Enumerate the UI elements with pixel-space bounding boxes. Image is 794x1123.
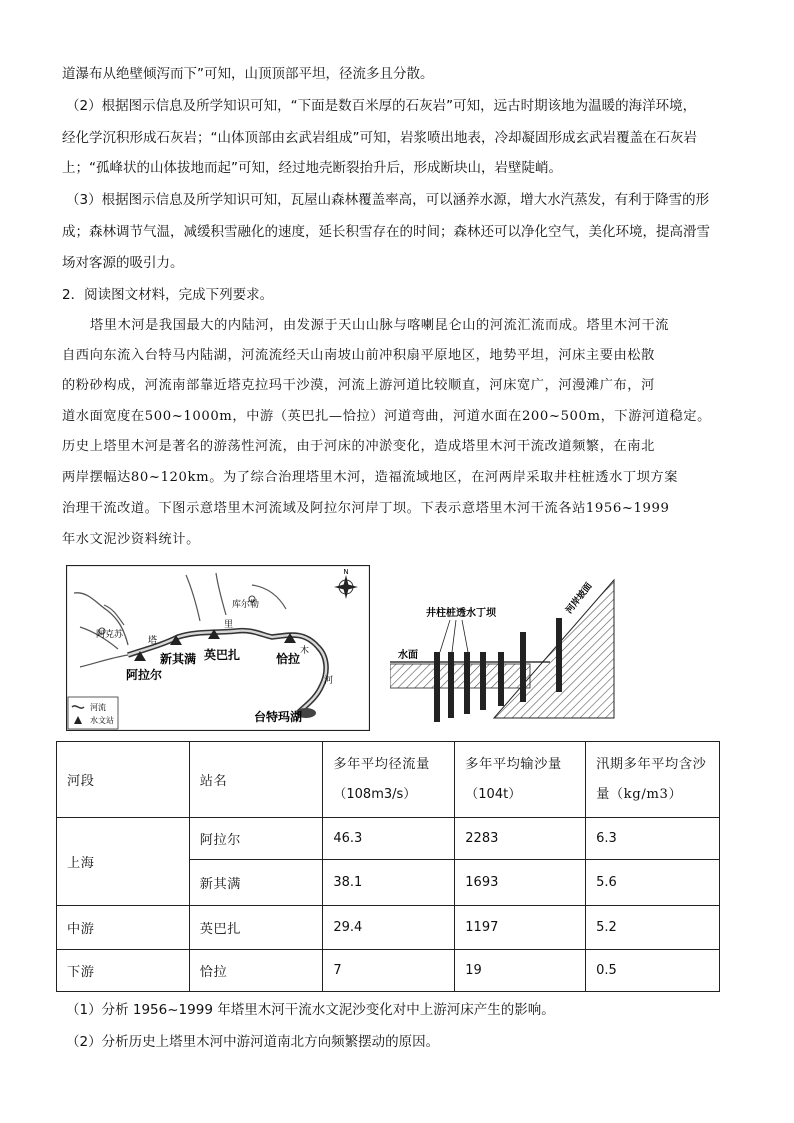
legend-station-label: 水文站 [90,716,114,725]
map-label-li: 里 [224,620,234,630]
header-section: 河段 [57,742,190,818]
answer-line: 上；“孤峰状的山体拔地而起”可知，经过地壳断裂抬升后，形成断块山，岩壁陡峭。 [62,160,562,176]
map-label-alaer: 阿拉尔 [126,668,163,682]
runoff-cell: 38.1 [323,860,455,906]
sediment-cell: 1693 [455,860,586,906]
answer-line: 经化学沉积形成石灰岩；“山体顶部由玄武岩组成”可知，岩浆喷出地表，冷却凝固形成玄武岩覆盖在石灰岩 [62,130,697,146]
concentration-cell: 5.2 [586,906,720,950]
concentration-cell: 0.5 [586,950,720,992]
section-middle: 中游 [57,906,190,950]
header-concentration-unit: 量（kg/m3） [596,786,683,802]
bank-label: 河岸坡面 [564,581,595,616]
map-label-akesu: 阿克苏 [96,630,124,640]
section-lower: 下游 [57,950,190,992]
material-line: 年水文泥沙资料统计。 [62,532,200,547]
compass-label: N [343,568,349,576]
sediment-cell: 1197 [455,906,586,950]
table-row [57,950,720,992]
map-label-xinqiman: 新其满 [160,652,197,666]
material-line: 的粉砂构成，河流南部靠近塔克拉玛干沙漠，河流上游河道比较顺直，河床宽广，河漫滩广布，河 [62,378,655,393]
groyne-diagram [390,568,616,726]
map-label-qiala: 恰拉 [276,652,301,666]
answer-line: （3）根据图示信息及所学知识可知，瓦屋山森林覆盖率高，可以涵养水源，增大水汽蒸发，有利于降雪的形 [66,192,710,208]
header-sediment [455,742,586,818]
header-runoff-unit: （108m3/s） [333,786,417,802]
dam-label: 井柱桩透水丁坝 [426,608,496,619]
header-sediment-unit: （104t） [465,786,522,802]
material-line: 历史上塔里木河是著名的游荡性河流，由于河床的冲淤变化，造成塔里木河干流改道频繁，在南北 [62,439,655,454]
map-label-he: 河 [324,676,334,686]
material-line: 两岸摆幅达80~120km。为了综合治理塔里木河，造福流域地区，在河两岸采取井柱桩透水丁坝方案 [62,470,679,485]
concentration-cell: 5.6 [586,860,720,906]
header-concentration-title: 汛期多年平均含沙 [596,756,707,772]
concentration-cell: 6.3 [586,818,720,860]
question-title: 2．阅读图文材料，完成下列要求。 [62,287,274,303]
station-cell: 新其满 [189,860,323,906]
runoff-cell: 7 [323,950,455,992]
station-cell: 英巴扎 [189,906,323,950]
subquestion-1: （1）分析 1956~1999 年塔里木河干流水文泥沙变化对中上游河床产生的影响。 [66,1002,555,1018]
answer-line: 场对客源的吸引力。 [62,255,184,271]
legend-river-label: 河流 [90,703,106,712]
subquestion-2: （2）分析历史上塔里木河中游河道南北方向频繁摆动的原因。 [66,1034,440,1050]
station-cell: 阿拉尔 [189,818,323,860]
sediment-cell: 19 [455,950,586,992]
water-label: 水面 [398,650,418,661]
header-station: 站名 [189,742,323,818]
map-label-taitemahu: 台特玛湖 [254,710,303,724]
map-label-ta: 塔 [148,636,158,646]
runoff-cell: 29.4 [323,906,455,950]
header-sediment-title: 多年平均输沙量 [465,756,562,772]
header-runoff [323,742,455,818]
table-row [57,906,720,950]
sediment-cell: 2283 [455,818,586,860]
map-legend [68,697,118,729]
material-line: 道水面宽度在500~1000m，中游（英巴扎—恰拉）河道弯曲，河道水面在200~500m，下游河道稳定。 [62,409,711,424]
answer-line: （2）根据图示信息及所学知识可知，“下面是数百米厚的石灰岩”可知，远古时期该地为温暖的海洋环境， [66,98,697,114]
material-line: 自西向东流入台特马内陆湖，河流流经天山南坡山前冲积扇平原地区，地势平坦，河床主要由松散 [62,348,655,363]
table-header-row [57,742,720,818]
header-concentration [586,742,720,818]
material-line: 治理干流改道。下图示意塔里木河流域及阿拉尔河岸丁坝。下表示意塔里木河干流各站1956~1999 [62,501,670,516]
table-row [57,818,720,860]
material-line: 塔里木河是我国最大的内陆河，由发源于天山山脉与喀喇昆仑山的河流汇流而成。塔里木河干流 [90,318,670,333]
answer-line: 道瀑布从绝壁倾泻而下”可知，山顶顶部平坦，径流多且分散。 [62,66,434,82]
header-runoff-title: 多年平均径流量 [333,756,430,772]
station-cell: 恰拉 [189,950,323,992]
map-label-yingbazha: 英巴扎 [204,648,241,662]
section-upper: 上海 [57,818,190,906]
answer-line: 成；森林调节气温，减缓积雪融化的速度，延长积雪存在的时间；森林还可以净化空气，美化环境，提高滑雪 [62,224,710,240]
tarim-river-map [66,565,370,731]
map-label-kuerle: 库尔勒 [232,600,260,610]
hydrology-table [56,741,720,992]
runoff-cell: 46.3 [323,818,455,860]
map-label-mu: 木 [300,646,310,656]
